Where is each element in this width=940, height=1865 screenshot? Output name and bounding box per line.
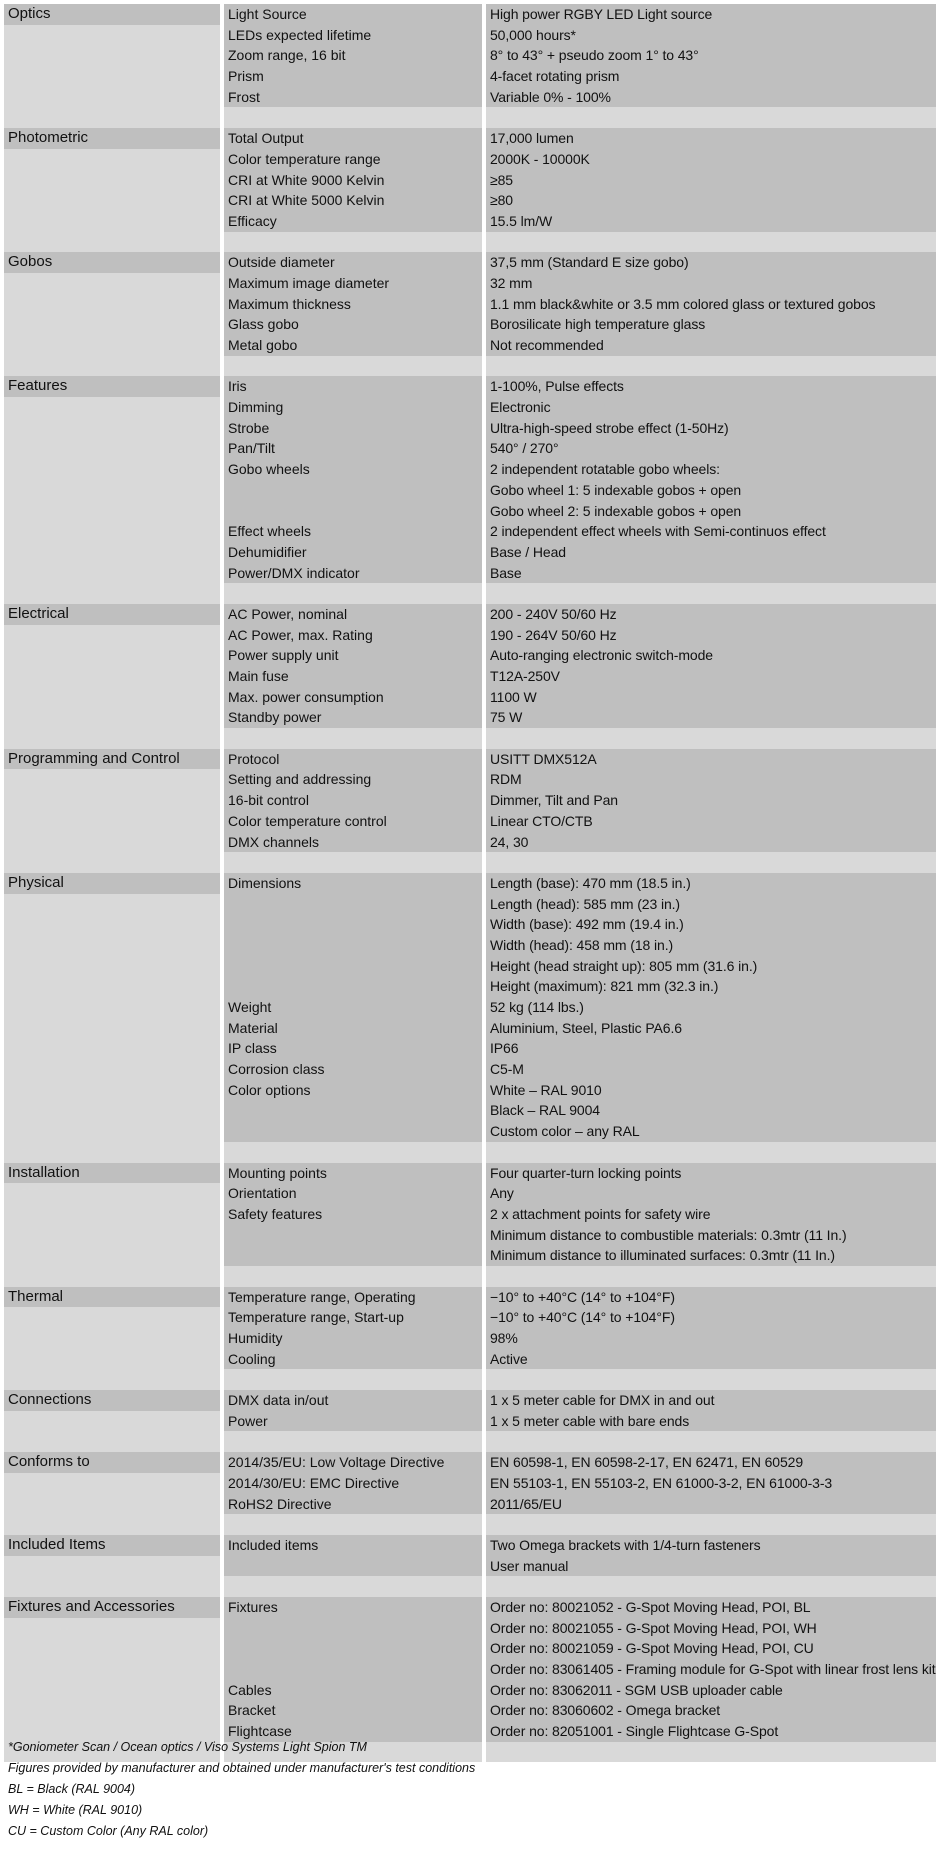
parameter-line: CRI at White 5000 Kelvin — [228, 192, 385, 209]
value-line: 1.1 mm black&white or 3.5 mm colored glass or textured gobos — [490, 295, 876, 312]
row-spacer — [224, 583, 482, 604]
row-spacer — [224, 728, 482, 749]
value-line: 8° to 43° + pseudo zoom 1° to 43° — [490, 47, 699, 64]
value-cell — [486, 1163, 936, 1287]
parameter-line: Power/DMX indicator — [228, 564, 360, 581]
value-line: 37,5 mm (Standard E size gobo) — [490, 254, 689, 271]
value-line: Electronic — [490, 399, 551, 416]
value-line: High power RGBY LED Light source — [490, 6, 713, 22]
parameter-cell — [224, 873, 482, 1163]
value-cell — [486, 1452, 936, 1535]
parameter-cell — [224, 252, 482, 376]
parameter-line: Material — [228, 1019, 278, 1036]
value-line: Auto-ranging electronic switch-mode — [490, 647, 713, 664]
value-line: 1-100%, Pulse effects — [490, 378, 624, 395]
category-label: Electrical — [4, 604, 220, 625]
value-line: Width (head): 458 mm (18 in.) — [490, 936, 674, 953]
value-line: −10° to +40°C (14° to +104°F) — [490, 1309, 675, 1326]
category-label: Photometric — [4, 128, 220, 149]
spec-section — [4, 4, 936, 128]
value-line: Not recommended — [490, 337, 604, 353]
value-line: 24, 30 — [490, 833, 529, 850]
value-line: Linear CTO/CTB — [490, 812, 593, 829]
parameter-line: Frost — [228, 88, 260, 105]
parameter-line: RoHS2 Directive — [228, 1495, 332, 1512]
parameter-line: DMX data in/out — [228, 1392, 329, 1409]
value-line: EN 55103-1, EN 55103-2, EN 61000-3-2, EN 61000-3-3 — [490, 1474, 833, 1491]
row-spacer — [224, 1142, 482, 1163]
parameter-line — [224, 935, 482, 956]
parameter-line — [224, 1225, 482, 1246]
parameter-line: Safety features — [228, 1205, 323, 1222]
row-spacer — [486, 852, 936, 873]
value-cell — [486, 873, 936, 1163]
value-line: Minimum distance to combustible materials: 0.3mtr (11 In.) — [490, 1226, 847, 1243]
value-line: Gobo wheel 1: 5 indexable gobos + open — [490, 481, 742, 498]
parameter-line — [224, 1121, 482, 1142]
row-spacer — [486, 1142, 936, 1163]
parameter-line: Color temperature range — [228, 150, 381, 167]
parameter-line: Standby power — [228, 709, 322, 726]
row-spacer — [224, 852, 482, 873]
parameter-cell — [224, 1452, 482, 1535]
parameter-line: CRI at White 9000 Kelvin — [228, 171, 385, 188]
value-cell — [486, 376, 936, 604]
parameter-line: Prism — [228, 68, 264, 85]
parameter-line: Bracket — [228, 1702, 276, 1719]
value-line: 190 - 264V 50/60 Hz — [490, 626, 617, 643]
parameter-line: Maximum thickness — [228, 295, 351, 312]
parameter-line: Efficacy — [228, 212, 277, 229]
parameter-line: Orientation — [228, 1185, 297, 1202]
category-label: Optics — [4, 4, 220, 25]
parameter-line: Zoom range, 16 bit — [228, 47, 346, 64]
parameter-line: Mounting points — [228, 1164, 327, 1181]
parameter-line: Temperature range, Start-up — [228, 1309, 404, 1326]
value-line: Custom color – any RAL — [490, 1123, 640, 1140]
value-line: RDM — [490, 771, 522, 788]
parameter-line: Total Output — [228, 130, 304, 147]
parameter-cell — [224, 1390, 482, 1452]
parameter-line: Protocol — [228, 750, 280, 767]
parameter-line: Setting and addressing — [228, 771, 372, 788]
parameter-cell — [224, 604, 482, 749]
spec-section — [4, 1535, 936, 1597]
row-spacer — [224, 1514, 482, 1535]
parameter-line: Outside diameter — [228, 254, 335, 271]
row-spacer — [224, 1431, 482, 1452]
parameter-line: Maximum image diameter — [228, 274, 390, 291]
spec-section — [4, 376, 936, 604]
value-line: 540° / 270° — [490, 440, 559, 457]
value-line: Variable 0% - 100% — [490, 88, 611, 105]
value-line: Four quarter-turn locking points — [490, 1164, 682, 1181]
category-cell — [4, 1287, 220, 1390]
value-line: T12A-250V — [490, 668, 560, 684]
parameter-line: Flightcase — [228, 1723, 292, 1740]
value-line: Height (head straight up): 805 mm (31.6 in.) — [490, 957, 758, 974]
value-line: ≥80 — [490, 192, 513, 209]
spec-section — [4, 1452, 936, 1535]
row-spacer — [224, 1266, 482, 1287]
parameter-cell — [224, 1163, 482, 1287]
value-line: −10° to +40°C (14° to +104°F) — [490, 1288, 675, 1305]
value-cell — [486, 604, 936, 749]
value-line: EN 60598-1, EN 60598-2-17, EN 62471, EN 60529 — [490, 1454, 804, 1471]
parameter-cell — [224, 128, 482, 252]
category-cell — [4, 252, 220, 376]
category-cell — [4, 873, 220, 1163]
parameter-cell — [224, 376, 482, 604]
row-spacer — [486, 232, 936, 253]
value-line: Base — [490, 564, 522, 581]
footnote-wh: WH = White (RAL 9010) — [8, 1803, 143, 1817]
parameter-line — [224, 1618, 482, 1639]
parameter-line — [224, 480, 482, 501]
parameter-line: Metal gobo — [228, 337, 298, 353]
value-line: Ultra-high-speed strobe effect (1-50Hz) — [490, 419, 729, 436]
value-line: 1100 W — [490, 688, 537, 705]
value-cell — [486, 252, 936, 376]
value-cell — [486, 4, 936, 128]
parameter-line: Dimensions — [228, 874, 302, 891]
value-line: Length (head): 585 mm (23 in.) — [490, 895, 680, 912]
parameter-line: Main fuse — [228, 668, 289, 684]
parameter-line — [224, 956, 482, 977]
footnote-cu: CU = Custom Color (Any RAL color) — [8, 1824, 209, 1838]
value-cell — [486, 749, 936, 873]
value-line: 17,000 lumen — [490, 130, 574, 147]
value-line: 2000K - 10000K — [490, 150, 590, 167]
value-line: 200 - 240V 50/60 Hz — [490, 605, 617, 622]
value-line: Order no: 82051001 - Single Flightcase G-Spot — [490, 1723, 779, 1740]
parameter-cell — [224, 1287, 482, 1390]
value-line: Order no: 80021059 - G-Spot Moving Head, POI, CU — [490, 1640, 814, 1657]
row-spacer — [224, 1369, 482, 1390]
row-spacer — [486, 1431, 936, 1452]
value-cell — [486, 128, 936, 252]
value-line: Aluminium, Steel, Plastic PA6.6 — [490, 1019, 682, 1036]
category-cell — [4, 1452, 220, 1535]
parameter-line — [224, 1245, 482, 1266]
spec-section — [4, 604, 936, 749]
row-spacer — [486, 107, 936, 128]
value-line: Order no: 80021055 - G-Spot Moving Head, POI, WH — [490, 1619, 817, 1636]
parameter-line — [224, 914, 482, 935]
value-line: Dimmer, Tilt and Pan — [490, 792, 618, 809]
category-cell — [4, 749, 220, 873]
value-line: C5-M — [490, 1061, 524, 1078]
value-line: Order no: 80021052 - G-Spot Moving Head, POI, BL — [490, 1598, 811, 1615]
parameter-line: Effect wheels — [228, 523, 312, 540]
spec-section — [4, 252, 936, 376]
category-label: Features — [4, 376, 220, 397]
parameter-line: IP class — [228, 1040, 277, 1057]
parameter-cell — [224, 749, 482, 873]
value-line: 4-facet rotating prism — [490, 68, 620, 85]
value-line: 2 independent rotatable gobo wheels: — [490, 461, 720, 478]
value-line: 2 x attachment points for safety wire — [490, 1205, 711, 1222]
value-line: Length (base): 470 mm (18.5 in.) — [490, 874, 691, 891]
parameter-line — [224, 894, 482, 915]
category-cell — [4, 376, 220, 604]
value-line: Order no: 83062011 - SGM USB uploader cable — [490, 1681, 783, 1698]
category-cell — [4, 604, 220, 749]
value-line: Black – RAL 9004 — [490, 1102, 600, 1119]
parameter-line: Fixtures — [228, 1598, 278, 1615]
spec-section — [4, 873, 936, 1163]
value-line: Width (base): 492 mm (19.4 in.) — [490, 916, 684, 933]
row-spacer — [486, 1514, 936, 1535]
value-line: USITT DMX512A — [490, 750, 597, 767]
spec-section — [4, 1287, 936, 1390]
parameter-line: AC Power, max. Rating — [228, 626, 373, 643]
spec-table — [4, 4, 936, 1762]
parameter-line: 16-bit control — [228, 792, 309, 809]
spec-section — [4, 1390, 936, 1452]
value-line: 98% — [490, 1330, 518, 1346]
value-cell — [486, 1287, 936, 1390]
row-spacer — [224, 1576, 482, 1597]
parameter-line: Power supply unit — [228, 647, 339, 664]
value-line: Minimum distance to illuminated surfaces: 0.3mtr (11 In.) — [490, 1247, 835, 1264]
value-line: 2 independent effect wheels with Semi-continuos effect — [490, 523, 826, 540]
value-cell — [486, 1390, 936, 1452]
value-line: Any — [490, 1185, 514, 1202]
value-line: Borosilicate high temperature glass — [490, 316, 706, 333]
value-line: Gobo wheel 2: 5 indexable gobos + open — [490, 502, 742, 519]
parameter-line: Iris — [228, 378, 247, 395]
parameter-line: Strobe — [228, 419, 270, 436]
value-line: 32 mm — [490, 274, 533, 291]
parameter-line: LEDs expected lifetime — [228, 26, 372, 43]
parameter-line: Temperature range, Operating — [228, 1288, 416, 1305]
value-line: 1 x 5 meter cable with bare ends — [490, 1412, 690, 1429]
category-label: Fixtures and Accessories — [4, 1597, 220, 1618]
spec-section — [4, 1163, 936, 1287]
category-cell — [4, 128, 220, 252]
value-line: Height (maximum): 821 mm (32.3 in.) — [490, 978, 719, 995]
value-line: User manual — [490, 1557, 569, 1574]
footnote-bl: BL = Black (RAL 9004) — [8, 1782, 136, 1796]
value-line: 52 kg (114 lbs.) — [490, 999, 584, 1015]
row-spacer — [224, 356, 482, 377]
spec-section — [4, 128, 936, 252]
value-line: Active — [490, 1350, 528, 1367]
value-line: 15.5 lm/W — [490, 212, 553, 229]
value-line: 2011/65/EU — [490, 1495, 562, 1512]
parameter-line: Dimming — [228, 399, 284, 416]
parameter-cell — [224, 1535, 482, 1597]
category-label: Installation — [4, 1163, 220, 1184]
parameter-line: 2014/35/EU: Low Voltage Directive — [228, 1454, 445, 1471]
parameter-line: Dehumidifier — [228, 543, 307, 560]
row-spacer — [486, 1576, 936, 1597]
row-spacer — [486, 583, 936, 604]
parameter-line — [224, 1556, 482, 1577]
category-cell — [4, 4, 220, 128]
parameter-line: Max. power consumption — [228, 688, 384, 705]
row-spacer — [486, 1369, 936, 1390]
parameter-line: DMX channels — [228, 833, 320, 850]
parameter-line: Corrosion class — [228, 1061, 325, 1078]
parameter-line: Glass gobo — [228, 316, 299, 333]
value-line: White – RAL 9010 — [490, 1081, 602, 1098]
parameter-line — [224, 1659, 482, 1680]
category-cell — [4, 1163, 220, 1287]
value-line: Order no: 83060602 - Omega bracket — [490, 1702, 721, 1719]
category-label: Connections — [4, 1390, 220, 1411]
parameter-line — [224, 501, 482, 522]
value-line: Base / Head — [490, 543, 566, 560]
parameter-line: Weight — [228, 999, 272, 1015]
footnote-manufacturer: Figures provided by manufacturer and obtained under manufacturer's test conditions — [8, 1761, 476, 1775]
parameter-cell — [224, 4, 482, 128]
parameter-line: Cooling — [228, 1350, 276, 1367]
value-line: 75 W — [490, 709, 523, 726]
category-cell — [4, 1390, 220, 1452]
parameter-line: Cables — [228, 1681, 272, 1698]
parameter-line: Power — [228, 1412, 268, 1429]
category-label: Conforms to — [4, 1452, 220, 1473]
category-cell — [4, 1535, 220, 1597]
spec-section — [4, 749, 936, 873]
row-spacer — [486, 1266, 936, 1287]
row-spacer — [486, 728, 936, 749]
row-spacer — [224, 107, 482, 128]
parameter-line: AC Power, nominal — [228, 605, 348, 622]
parameter-line: Gobo wheels — [228, 461, 310, 478]
parameter-line: Color options — [228, 1081, 311, 1098]
parameter-line: Light Source — [228, 6, 307, 22]
value-cell — [486, 1535, 936, 1597]
footnote-goniometer: *Goniometer Scan / Ocean optics / Viso Systems Light Spion TM — [8, 1740, 367, 1754]
parameter-line: Pan/Tilt — [228, 440, 275, 457]
category-label: Gobos — [4, 252, 220, 273]
row-spacer — [224, 232, 482, 253]
value-line: 1 x 5 meter cable for DMX in and out — [490, 1392, 715, 1409]
parameter-line: Included items — [228, 1536, 319, 1553]
category-label: Included Items — [4, 1535, 220, 1556]
category-label: Programming and Control — [4, 749, 220, 770]
value-line: ≥85 — [490, 171, 513, 188]
category-label: Physical — [4, 873, 220, 894]
parameter-line: Humidity — [228, 1330, 283, 1346]
row-spacer — [486, 356, 936, 377]
category-label: Thermal — [4, 1287, 220, 1308]
parameter-line — [224, 976, 482, 997]
parameter-line — [224, 1100, 482, 1121]
value-line: Order no: 83061405 - Framing module for G-Spot with linear frost lens kit — [490, 1661, 936, 1677]
value-line: IP66 — [490, 1040, 519, 1057]
parameter-line — [224, 1638, 482, 1659]
value-line: Two Omega brackets with 1/4-turn fasteners — [490, 1536, 761, 1553]
footnotes — [8, 1737, 928, 1842]
parameter-line: 2014/30/EU: EMC Directive — [228, 1474, 400, 1491]
parameter-line: Color temperature control — [228, 812, 387, 829]
value-line: 50,000 hours* — [490, 26, 576, 43]
